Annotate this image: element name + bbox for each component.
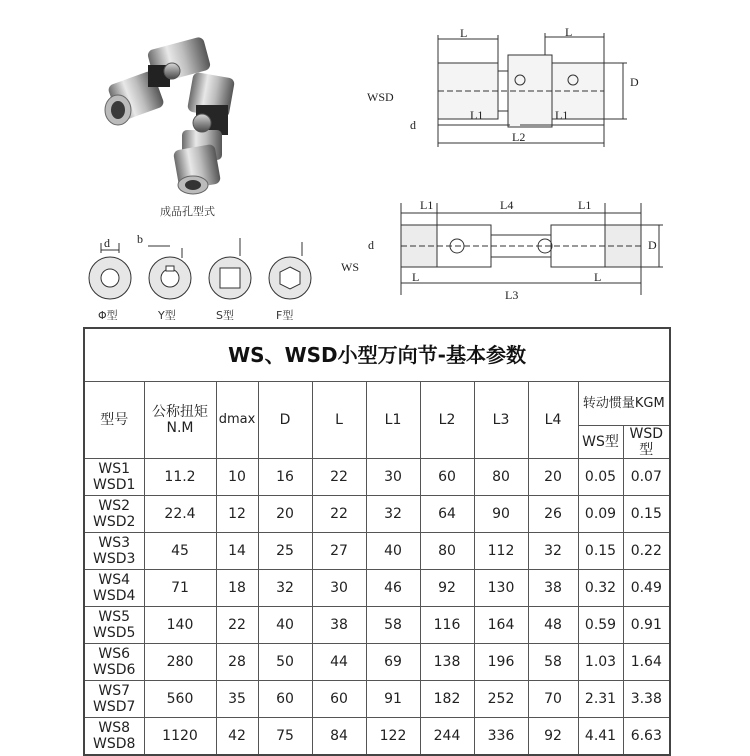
table-row xyxy=(84,644,670,681)
cell-model-wsd: WSD8 xyxy=(93,736,136,752)
cell-L1: 91 xyxy=(366,681,420,718)
bore-type-label-round: Φ型 xyxy=(98,309,118,322)
cell-model-ws: WS5 xyxy=(98,609,131,625)
cell-L2: 60 xyxy=(420,459,474,496)
header-inertia-ws: WS型 xyxy=(578,426,623,459)
bore-type-hex xyxy=(269,242,311,299)
ws-drawing-name: WS xyxy=(341,260,359,274)
cell-model-wsd: WSD3 xyxy=(93,551,136,567)
cell-L: 44 xyxy=(312,644,366,681)
ws-drawing xyxy=(395,195,670,300)
cell-L3: 80 xyxy=(474,459,528,496)
header-inertia: 转动惯量KGM xyxy=(578,382,670,426)
bore-type-label-hex: F型 xyxy=(276,309,294,322)
header-torque-line1: 公称扭矩 xyxy=(152,404,208,420)
cell-torque: 560 xyxy=(144,681,216,718)
bore-dim-b: b xyxy=(137,232,143,246)
cell-L4: 58 xyxy=(528,644,578,681)
table-row xyxy=(84,681,670,718)
wsd-dim-L2: L2 xyxy=(512,130,526,144)
header-L3: L3 xyxy=(474,382,528,459)
cell-L3: 252 xyxy=(474,681,528,718)
cell-L4: 92 xyxy=(528,718,578,756)
cell-model-wsd: WSD6 xyxy=(93,662,136,678)
cell-L2: 116 xyxy=(420,607,474,644)
cell-iws: 0.05 xyxy=(578,459,623,496)
cell-L4: 48 xyxy=(528,607,578,644)
ws-dim-L-left: L xyxy=(412,270,420,284)
cell-L3: 130 xyxy=(474,570,528,607)
cell-L: 30 xyxy=(312,570,366,607)
cell-L4: 26 xyxy=(528,496,578,533)
ws-dim-d: d xyxy=(368,238,374,252)
cell-model-ws: WS6 xyxy=(98,646,131,662)
cell-L2: 80 xyxy=(420,533,474,570)
wsd-dim-L1-left: L1 xyxy=(470,108,484,122)
ws-dim-L3: L3 xyxy=(505,288,519,302)
cell-L: 22 xyxy=(312,459,366,496)
wsd-drawing-name: WSD xyxy=(367,90,394,104)
cell-torque: 45 xyxy=(144,533,216,570)
cell-L2: 64 xyxy=(420,496,474,533)
bore-type-round xyxy=(89,243,131,299)
universal-joint-2 xyxy=(173,72,235,194)
cell-iwsd: 6.63 xyxy=(623,718,670,756)
spec-table xyxy=(83,327,671,756)
cell-iws: 0.32 xyxy=(578,570,623,607)
cell-L: 22 xyxy=(312,496,366,533)
header-torque xyxy=(144,382,216,459)
cell-L1: 69 xyxy=(366,644,420,681)
cell-L4: 38 xyxy=(528,570,578,607)
cell-L3: 164 xyxy=(474,607,528,644)
cell-model xyxy=(84,496,144,533)
table-row xyxy=(84,570,670,607)
cell-dmax: 14 xyxy=(216,533,258,570)
table-row xyxy=(84,607,670,644)
cell-dmax: 22 xyxy=(216,607,258,644)
cell-model-ws: WS8 xyxy=(98,720,131,736)
cell-model-wsd: WSD2 xyxy=(93,514,136,530)
wsd-dim-L-right: L xyxy=(565,25,573,39)
cell-model xyxy=(84,644,144,681)
ws-dim-L4: L4 xyxy=(500,198,514,212)
header-inertia-wsd: WSD型 xyxy=(623,426,670,459)
cell-model xyxy=(84,607,144,644)
cell-model-ws: WS7 xyxy=(98,683,131,699)
cell-L: 84 xyxy=(312,718,366,756)
cell-model xyxy=(84,533,144,570)
wsd-dim-L1-right: L1 xyxy=(555,108,569,122)
header-model: 型号 xyxy=(84,382,144,459)
cell-iws: 1.03 xyxy=(578,644,623,681)
cell-D: 16 xyxy=(258,459,312,496)
table-row xyxy=(84,459,670,496)
cell-iwsd: 1.64 xyxy=(623,644,670,681)
cell-iws: 4.41 xyxy=(578,718,623,756)
table-row xyxy=(84,533,670,570)
cell-iwsd: 0.15 xyxy=(623,496,670,533)
cell-dmax: 28 xyxy=(216,644,258,681)
bore-types-drawing xyxy=(88,228,318,308)
cell-L1: 32 xyxy=(366,496,420,533)
header-dmax: dmax xyxy=(216,382,258,459)
cell-L1: 30 xyxy=(366,459,420,496)
cell-dmax: 12 xyxy=(216,496,258,533)
bore-type-square xyxy=(209,238,251,299)
cell-D: 60 xyxy=(258,681,312,718)
cell-model-ws: WS2 xyxy=(98,498,131,514)
header-L: L xyxy=(312,382,366,459)
cell-iws: 0.09 xyxy=(578,496,623,533)
cell-L1: 40 xyxy=(366,533,420,570)
photo-caption: 成品孔型式 xyxy=(160,205,215,218)
cell-L3: 196 xyxy=(474,644,528,681)
cell-model-ws: WS4 xyxy=(98,572,131,588)
cell-dmax: 18 xyxy=(216,570,258,607)
table-row xyxy=(84,718,670,756)
cell-L2: 138 xyxy=(420,644,474,681)
cell-L1: 58 xyxy=(366,607,420,644)
header-torque-line2: N.M xyxy=(166,420,194,436)
cell-iws: 2.31 xyxy=(578,681,623,718)
cell-L3: 336 xyxy=(474,718,528,756)
cell-L3: 112 xyxy=(474,533,528,570)
product-photo xyxy=(90,35,240,200)
cell-L4: 32 xyxy=(528,533,578,570)
cell-torque: 1120 xyxy=(144,718,216,756)
cell-iwsd: 3.38 xyxy=(623,681,670,718)
table-title: WS、WSD小型万向节-基本参数 xyxy=(84,328,670,382)
cell-iws: 0.15 xyxy=(578,533,623,570)
ws-dim-L1-left: L1 xyxy=(420,198,434,212)
wsd-dim-L-left: L xyxy=(460,26,468,40)
table-row xyxy=(84,496,670,533)
header-L1: L1 xyxy=(366,382,420,459)
bore-type-label-keyway: Y型 xyxy=(158,309,176,322)
cell-model-wsd: WSD4 xyxy=(93,588,136,604)
cell-model xyxy=(84,718,144,756)
cell-model xyxy=(84,570,144,607)
cell-L1: 122 xyxy=(366,718,420,756)
ws-dim-L-right: L xyxy=(594,270,602,284)
cell-model-wsd: WSD1 xyxy=(93,477,136,493)
cell-L2: 182 xyxy=(420,681,474,718)
cell-iwsd: 0.49 xyxy=(623,570,670,607)
cell-dmax: 42 xyxy=(216,718,258,756)
cell-L4: 20 xyxy=(528,459,578,496)
wsd-dim-D: D xyxy=(630,75,639,89)
bore-dim-d: d xyxy=(104,236,110,250)
wsd-dim-d: d xyxy=(410,118,416,132)
cell-D: 20 xyxy=(258,496,312,533)
spec-table-body xyxy=(84,459,670,756)
cell-model-ws: WS1 xyxy=(98,461,131,477)
cell-L: 60 xyxy=(312,681,366,718)
header-D: D xyxy=(258,382,312,459)
cell-D: 75 xyxy=(258,718,312,756)
cell-iwsd: 0.22 xyxy=(623,533,670,570)
cell-L3: 90 xyxy=(474,496,528,533)
bore-type-keyway xyxy=(148,246,191,299)
cell-D: 32 xyxy=(258,570,312,607)
cell-L2: 92 xyxy=(420,570,474,607)
ws-dim-L1-right: L1 xyxy=(578,198,592,212)
cell-torque: 140 xyxy=(144,607,216,644)
cell-D: 50 xyxy=(258,644,312,681)
cell-L2: 244 xyxy=(420,718,474,756)
cell-dmax: 35 xyxy=(216,681,258,718)
cell-model-ws: WS3 xyxy=(98,535,131,551)
cell-model xyxy=(84,459,144,496)
cell-dmax: 10 xyxy=(216,459,258,496)
cell-model-wsd: WSD5 xyxy=(93,625,136,641)
cell-torque: 11.2 xyxy=(144,459,216,496)
cell-D: 40 xyxy=(258,607,312,644)
cell-iws: 0.59 xyxy=(578,607,623,644)
cell-torque: 280 xyxy=(144,644,216,681)
cell-torque: 71 xyxy=(144,570,216,607)
cell-L4: 70 xyxy=(528,681,578,718)
cell-model-wsd: WSD7 xyxy=(93,699,136,715)
cell-iwsd: 0.07 xyxy=(623,459,670,496)
cell-L: 38 xyxy=(312,607,366,644)
ws-dim-D: D xyxy=(648,238,657,252)
bore-type-label-square: S型 xyxy=(216,309,234,322)
cell-model xyxy=(84,681,144,718)
cell-iwsd: 0.91 xyxy=(623,607,670,644)
cell-L: 27 xyxy=(312,533,366,570)
header-L4: L4 xyxy=(528,382,578,459)
cell-D: 25 xyxy=(258,533,312,570)
cell-torque: 22.4 xyxy=(144,496,216,533)
header-L2: L2 xyxy=(420,382,474,459)
cell-L1: 46 xyxy=(366,570,420,607)
